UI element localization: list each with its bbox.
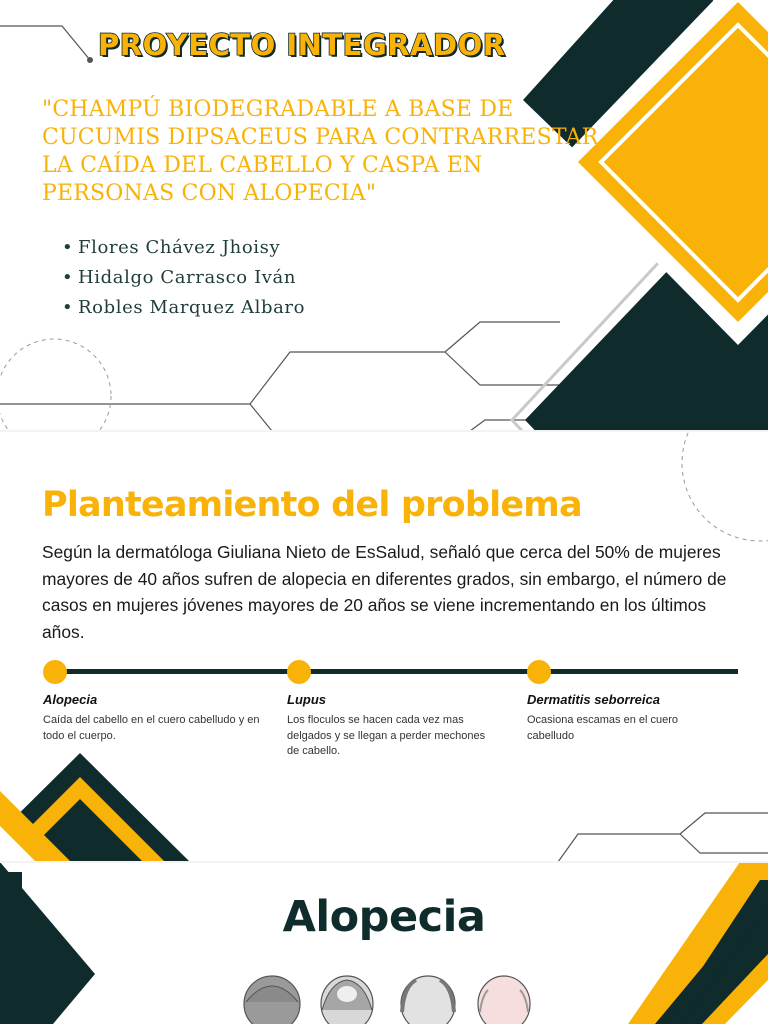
timeline-title-dermatitis: Dermatitis seborreica [527,692,660,707]
slide-problem [0,431,768,862]
author-name: Hidalgo Carrasco Iván [78,267,297,288]
problem-paragraph: Según la dermatóloga Giuliana Nieto de EsSalud, señaló que cerca del 50% de mujeres mayores de 40 años sufren de alopecia en diferentes grados, sin embargo, el número de casos en mujeres jóvenes mayores de 20 años se viene incrementando en los últimos años. [42,542,727,642]
slide-title [0,0,768,431]
bullet-icon: • [62,297,74,318]
author-item [62,233,305,263]
timeline-title-lupus: Lupus [287,692,326,707]
author-item [62,263,305,293]
timeline-dot [527,660,551,684]
slide-alopecia [0,862,768,1024]
head-stage-3 [401,976,455,1024]
section-title: Alopecia [282,892,486,942]
project-title: PROYECTO INTEGRADOR [98,28,506,62]
alopecia-stages-illustration [0,862,768,1024]
author-name: Flores Chávez Jhoisy [78,237,281,258]
author-name: Robles Marquez Albaro [78,297,306,318]
bullet-icon: • [62,237,74,258]
bullet-icon: • [62,267,74,288]
timeline-bar [50,669,738,674]
timeline-desc-dermatitis: Ocasiona escamas en el cuero cabelludo [527,714,679,742]
timeline-desc-alopecia: Caída del cabello en el cuero cabelludo y en todo el cuerpo. [43,714,260,742]
decorative-shapes [0,0,768,431]
timeline-dot [43,660,67,684]
head-stage-1 [244,976,300,1024]
slide-divider [0,430,768,432]
head-stage-2 [321,976,373,1024]
project-subtitle: "CHAMPÚ BIODEGRADABLE A BASE DE CUCUMIS DIPSACEUS PARA CONTRARRESTAR LA CAÍDA DEL CABELLO Y CASPA EN PERSONAS CON ALOPECIA" [42,97,599,206]
author-list [62,233,305,323]
author-item [62,293,305,323]
head-stage-4 [478,976,530,1024]
timeline-desc-lupus: Los floculos se hacen cada vez mas delgados y se llegan a perder mechones de cabello. [287,714,486,757]
slide-divider [0,861,768,863]
section-title: Planteamiento del problema [42,485,582,525]
timeline-dot [287,660,311,684]
timeline-title-alopecia: Alopecia [43,692,98,707]
